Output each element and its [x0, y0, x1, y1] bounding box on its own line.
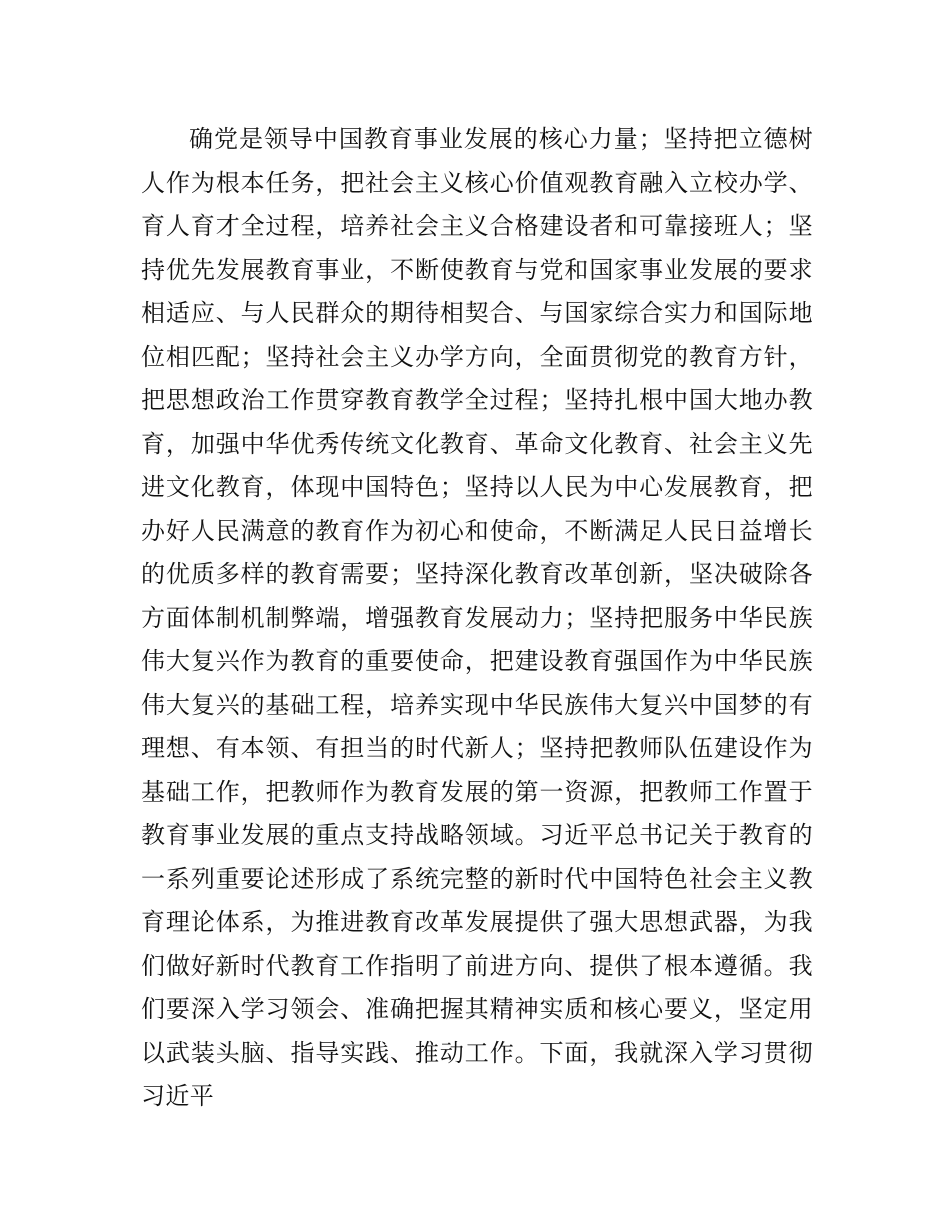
- body-paragraph: 确党是领导中国教育事业发展的核心力量；坚持把立德树人作为根本任务，把社会主义核心价值观教育融入立校办学、育人育才全过程，培养社会主义合格建设者和可靠接班人；坚持优先发展教育事业，不断使教育与党和国家事业发展的要求相适应、与人民群众的期待相契合、与国家综合实力和国际地位相匹配；坚持社会主义办学方向，全面贯彻党的教育方针，把思想政治工作贯穿教育教学全过程；坚持扎根中国大地办教育，加强中华优秀传统文化教育、革命文化教育、社会主义先进文化教育，体现中国特色；坚持以人民为中心发展教育，把办好人民满意的教育作为初心和使命，不断满足人民日益增长的优质多样的教育需要；坚持深化教育改革创新，坚决破除各方面体制机制弊端，增强教育发展动力；坚持把服务中华民族伟大复兴作为教育的重要使命，把建设教育强国作为中华民族伟大复兴的基础工程，培养实现中华民族伟大复兴中国梦的有理想、有本领、有担当的时代新人；坚持把教师队伍建设作为基础工作，把教师作为教育发展的第一资源，把教师工作置于教育事业发展的重点支持战略领域。习近平总书记关于教育的一系列重要论述形成了系统完整的新时代中国特色社会主义教育理论体系，为推进教育改革发展提供了强大思想武器，为我们做好新时代教育工作指明了前进方向、提供了根本遵循。我们要深入学习领会、准确把握其精神实质和核心要义，坚定用以武装头脑、指导实践、推动工作。下面，我就深入学习贯彻习近平: [141, 125, 813, 1110]
